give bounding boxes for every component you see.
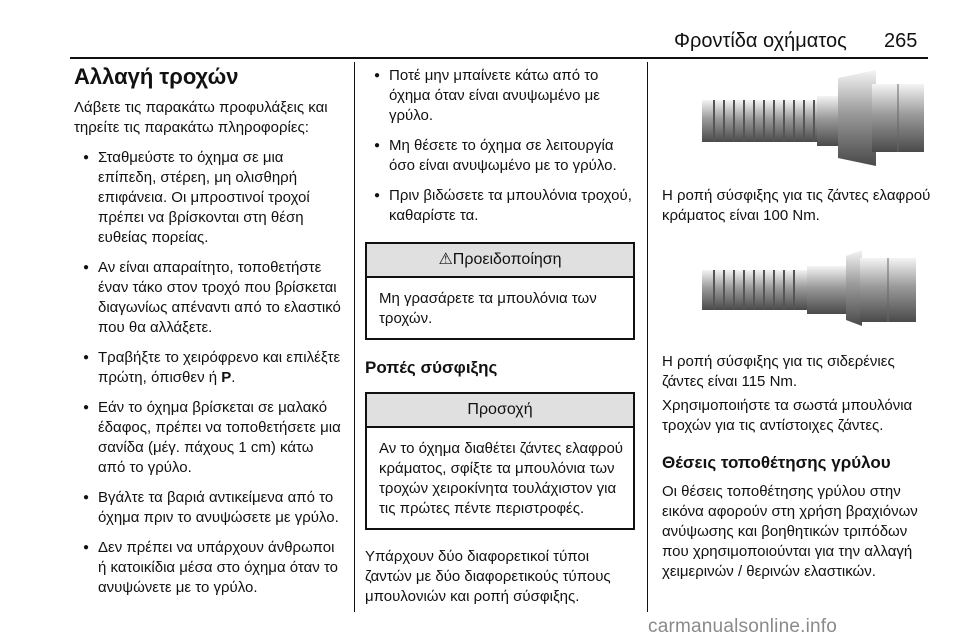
caution-text: Αν το όχημα διαθέτει ζάντες ελαφρού κράματος, σφίξτε τα μπουλόνια των τροχών χειροκίνητα τουλάχιστον για τις πρώτες πέντε περιστροφές. [379, 440, 623, 517]
warning-box [365, 242, 635, 340]
header-rule [70, 57, 928, 59]
gear-p: P [221, 369, 232, 386]
list-item: ● Πριν βιδώσετε τα μπουλόνια τροχού, καθαρίστε τα. [365, 186, 635, 226]
warning-triangle-icon: ⚠ [438, 251, 453, 268]
steel-bolt-icon [662, 238, 928, 338]
steel-torque-caption: Η ροπή σύσφιξης για τις σιδερένιες ζάντες είναι 115 Nm. [662, 353, 895, 390]
list-item: ● Δεν πρέπει να υπάρχουν άνθρωποι ή κατοικίδια μέσα στο όχημα όταν το ανυψώνετε με το γρύλο. [74, 538, 344, 598]
precautions-list [74, 148, 344, 598]
intro-paragraph: Λάβετε τις παρακάτω προφυλάξεις και τηρείτε τις παρακάτω πληροφορίες: [74, 99, 328, 136]
page-number: 265 [884, 30, 918, 52]
caution-title: Προσοχή [367, 394, 633, 428]
section-title: Αλλαγή τροχών [74, 64, 239, 89]
middle-column [365, 62, 635, 607]
warning-title: Προειδοποίηση [452, 251, 562, 268]
right-column [662, 62, 932, 582]
wheel-types-paragraph: Υπάρχουν δύο διαφορετικοί τύποι ζαντών με δύο διαφορετικούς τύπους μπουλονιών και ροπή σύσφιξης. [365, 548, 611, 605]
safety-list [365, 66, 635, 226]
list-item: ● Εάν το όχημα βρίσκεται σε μαλακό έδαφος, πρέπει να τοποθετήσετε μια σανίδα (μέγ. πάχους 1 cm) κάτω από το γρύλο. [74, 398, 344, 478]
warning-header [367, 244, 633, 278]
correct-bolts-paragraph: Χρησιμοποιήστε τα σωστά μπουλόνια τροχών για τις αντίστοιχες ζάντες. [662, 397, 913, 434]
list-item: ● Μη θέσετε το όχημα σε λειτουργία όσο είναι ανυψωμένο με το γρύλο. [365, 136, 635, 176]
page-header-title: Φροντίδα οχήματος [674, 30, 847, 52]
alloy-wheel-bolt-image [662, 62, 928, 174]
list-item: ● Τραβήξτε το χειρόφρενο και επιλέξτε πρώτη, όπισθεν ή P. [74, 348, 344, 388]
list-item: ● Αν είναι απαραίτητο, τοποθετήστε έναν τάκο στον τροχό που βρίσκεται διαγωνίως απέναντι από το ελαστικό που θα αλλάξετε. [74, 258, 344, 338]
torque-title: Ροπές σύσφιξης [365, 358, 498, 377]
alloy-bolt-icon [662, 62, 928, 174]
column-separator [354, 62, 355, 612]
column-separator [647, 62, 648, 612]
alloy-torque-caption: Η ροπή σύσφιξης για τις ζάντες ελαφρού κράματος είναι 100 Nm. [662, 187, 931, 224]
steel-wheel-bolt-image [662, 238, 928, 338]
left-column [74, 62, 344, 598]
jack-positions-paragraph: Οι θέσεις τοποθέτησης γρύλου στην εικόνα αφορούν στη χρήση βραχιόνων ανύψωσης και βοηθητικών τριπόδων που χρησιμοποιούνται για την αλλαγή χειμερινών / θερινών ελαστικών. [662, 483, 918, 580]
list-item: ● Ποτέ μην μπαίνετε κάτω από το όχημα όταν είναι ανυψωμένο με γρύλο. [365, 66, 635, 126]
watermark: carmanualsonline.info [648, 616, 838, 637]
list-item: ● Σταθμεύστε το όχημα σε μια επίπεδη, στέρεη, μη ολισθηρή επιφάνεια. Οι μπροστινοί τροχοί πρέπει να βρίσκονται στη θέση ευθείας πορείας. [74, 148, 344, 248]
warning-text: Μη γρασάρετε τα μπουλόνια των τροχών. [379, 290, 597, 327]
jack-positions-title: Θέσεις τοποθέτησης γρύλου [662, 453, 891, 472]
caution-box [365, 392, 635, 530]
list-item: ● Βγάλτε τα βαριά αντικείμενα από το όχημα πριν το ανυψώσετε με γρύλο. [74, 488, 344, 528]
